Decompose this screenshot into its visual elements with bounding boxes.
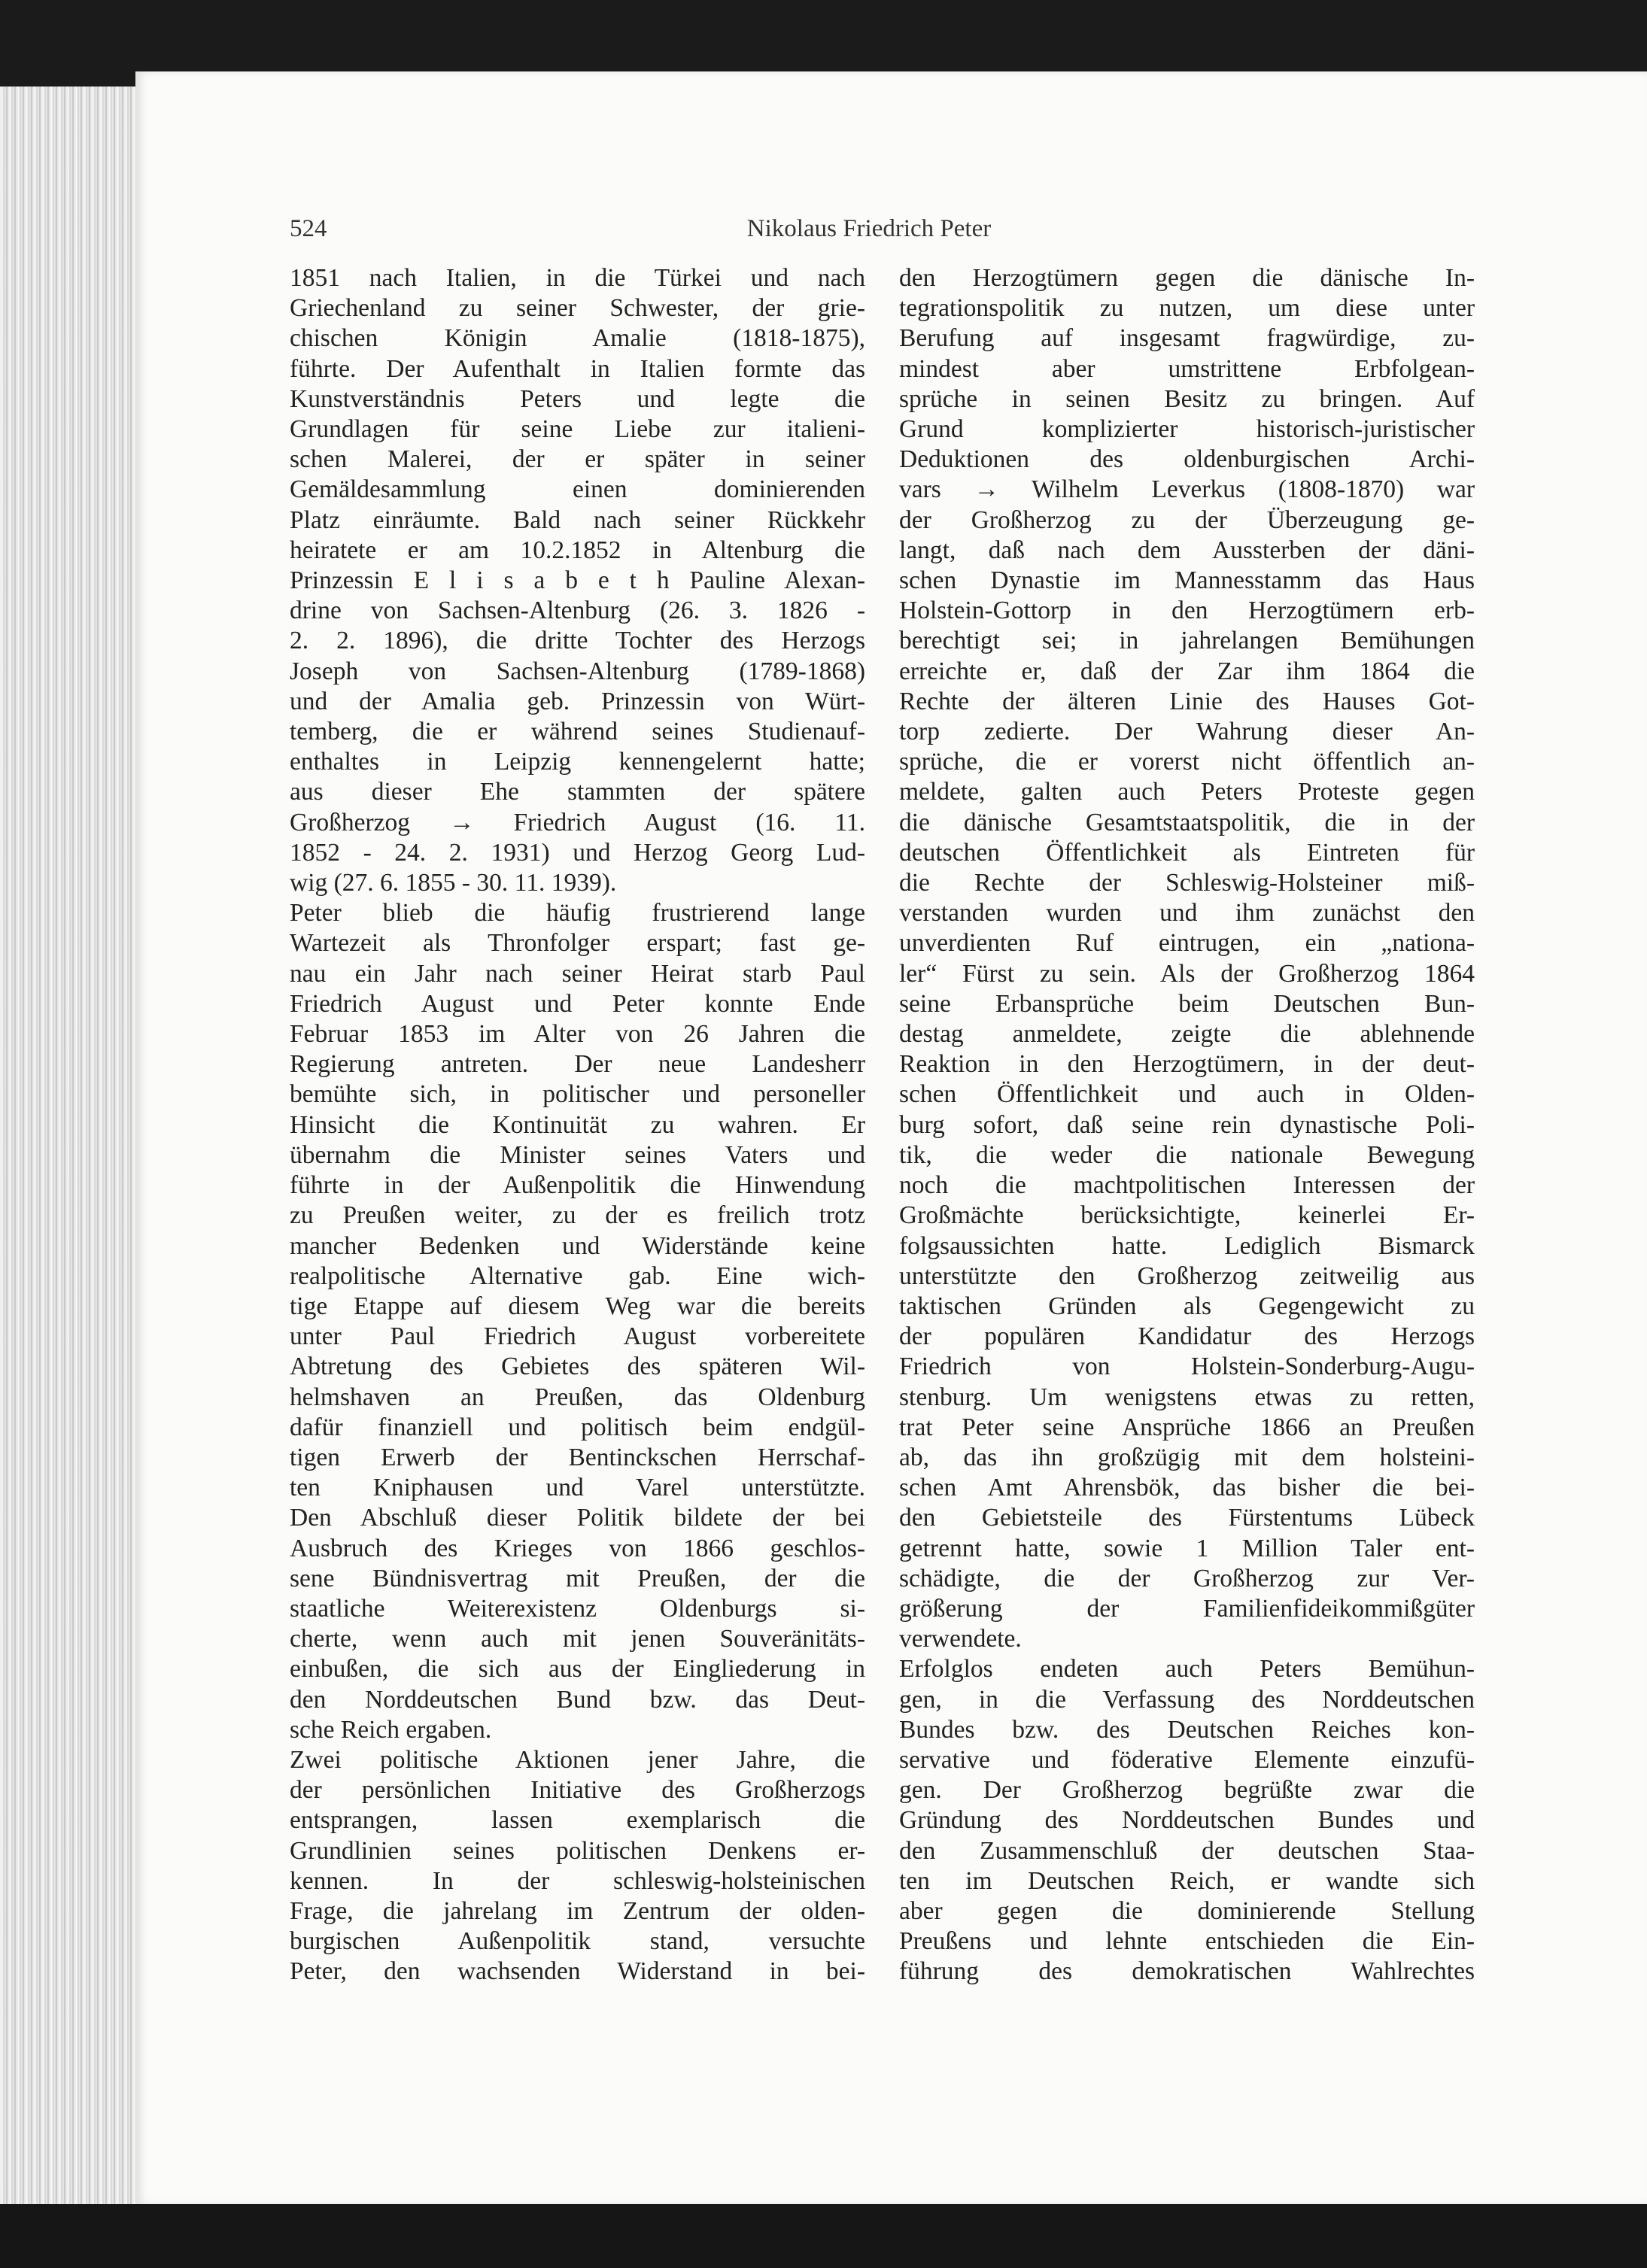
text-line: tegrationspolitik zu nutzen, um diese unter	[899, 294, 1475, 323]
text-line: tigen Erwerb der Bentinckschen Herrschaf-	[290, 1443, 865, 1471]
text-line: erreichte er, daß der Zar ihm 1864 die	[899, 657, 1475, 685]
text-line: unter Paul Friedrich August vorbereitete	[290, 1322, 865, 1351]
text-line: führung des demokratischen Wahlrechtes	[899, 1957, 1475, 1986]
text-line: den Norddeutschen Bund bzw. das Deut-	[290, 1685, 865, 1714]
text-line: der persönlichen Initiative des Großherzogs	[290, 1776, 865, 1805]
text-line: Preußens und lehnte entschieden die Ein-	[899, 1927, 1475, 1956]
text-line: wig (27. 6. 1855 - 30. 11. 1939).	[290, 869, 617, 897]
text-line: schen Öffentlichkeit und auch in Olden-	[899, 1080, 1475, 1109]
text-line: stenburg. Um wenigstens etwas zu retten,	[899, 1383, 1475, 1411]
text-line: einbußen, die sich aus der Eingliederung in	[290, 1655, 865, 1684]
text-line: führte in der Außenpolitik die Hinwendung	[290, 1171, 865, 1200]
text-line: Großherzog → Friedrich August (16. 11.	[290, 808, 865, 836]
text-line: der Großherzog zu der Überzeugung ge-	[899, 506, 1475, 534]
text-line: Rechte der älteren Linie des Hauses Got-	[899, 687, 1475, 715]
text-line: größerung der Familienfideikommißgüter	[899, 1594, 1475, 1623]
text-line: sprüche in seinen Besitz zu bringen. Auf	[899, 384, 1475, 413]
text-line: mancher Bedenken und Widerstände keine	[290, 1231, 865, 1260]
text-line: Berufung auf insgesamt fragwürdige, zu-	[899, 324, 1475, 353]
text-line: nau ein Jahr nach seiner Heirat starb Paul	[290, 959, 865, 988]
text-line: Den Abschluß dieser Politik bildete der bei	[290, 1504, 865, 1532]
text-line: Kunstverständnis Peters und legte die	[290, 384, 865, 413]
text-line: burgischen Außenpolitik stand, versuchte	[290, 1927, 865, 1956]
text-line: Wartezeit als Thronfolger erspart; fast ge-	[290, 929, 865, 958]
text-line: den Gebietsteile des Fürstentums Lübeck	[899, 1504, 1475, 1532]
text-line: seine Erbansprüche beim Deutschen Bun-	[899, 989, 1475, 1018]
text-line: aber gegen die dominierende Stellung	[899, 1896, 1475, 1925]
text-line: schen Dynastie im Mannesstamm das Haus	[899, 566, 1475, 595]
page-number: 524	[290, 215, 327, 242]
text-line: führte. Der Aufenthalt in Italien formte das	[290, 354, 865, 383]
text-line: servative und föderative Elemente einzufü-	[899, 1745, 1475, 1774]
text-line: Regierung antreten. Der neue Landesherr	[290, 1050, 865, 1079]
text-line: ten im Deutschen Reich, er wandte sich	[899, 1866, 1475, 1895]
text-line: drine von Sachsen-Altenburg (26. 3. 1826 -	[290, 597, 865, 625]
text-line: trat Peter seine Ansprüche 1866 an Preußen	[899, 1413, 1475, 1441]
text-line: Hinsicht die Kontinuität zu wahren. Er	[290, 1110, 865, 1139]
text-line: schen Amt Ahrensbök, das bisher die bei-	[899, 1474, 1475, 1502]
text-line: Ausbruch des Krieges von 1866 geschlos-	[290, 1534, 865, 1562]
right-text-column	[899, 263, 1475, 1987]
text-line: meldete, galten auch Peters Proteste gegen	[899, 778, 1475, 806]
text-line: burg sofort, daß seine rein dynastische Poli-	[899, 1110, 1475, 1139]
text-line: chischen Königin Amalie (1818-1875),	[290, 324, 865, 353]
text-line: sprüche, die er vorerst nicht öffentlich an-	[899, 748, 1475, 776]
text-line: temberg, die er während seines Studienauf-	[290, 718, 865, 746]
text-line: realpolitische Alternative gab. Eine wich-	[290, 1262, 865, 1290]
text-line: deutschen Öffentlichkeit als Eintreten für	[899, 838, 1475, 867]
text-line: entsprangen, lassen exemplarisch die	[290, 1806, 865, 1835]
text-line: und der Amalia geb. Prinzessin von Würt-	[290, 687, 865, 715]
text-line: staatliche Weiterexistenz Oldenburgs si-	[290, 1594, 865, 1623]
text-line: gen, in die Verfassung des Norddeutschen	[899, 1685, 1475, 1714]
text-line: zu Preußen weiter, zu der es freilich trotz	[290, 1201, 865, 1230]
text-line: heiratete er am 10.2.1852 in Altenburg die	[290, 536, 865, 564]
text-line: noch die machtpolitischen Interessen der	[899, 1171, 1475, 1200]
text-line: 1852 - 24. 2. 1931) und Herzog Georg Lud-	[290, 838, 865, 867]
text-line: Abtretung des Gebietes des späteren Wil-	[290, 1353, 865, 1381]
text-line: den Zusammenschluß der deutschen Staa-	[899, 1836, 1475, 1865]
text-line: schen Malerei, der er später in seiner	[290, 445, 865, 474]
text-line: bemühte sich, in politischer und personeller	[290, 1080, 865, 1109]
text-line: mindest aber umstrittene Erbfolgean-	[899, 354, 1475, 383]
text-line: vars → Wilhelm Leverkus (1808-1870) war	[899, 475, 1475, 504]
text-line: ler“ Fürst zu sein. Als der Großherzog 1864	[899, 959, 1475, 988]
text-line: Platz einräumte. Bald nach seiner Rückkehr	[290, 506, 865, 534]
text-line: aus dieser Ehe stammten der spätere	[290, 778, 865, 806]
text-line: tik, die weder die nationale Bewegung	[899, 1140, 1475, 1169]
text-line: getrennt hatte, sowie 1 Million Taler ent-	[899, 1534, 1475, 1562]
text-line: enthaltes in Leipzig kennengelernt hatte;	[290, 748, 865, 776]
text-line: Februar 1853 im Alter von 26 Jahren die	[290, 1020, 865, 1049]
text-line: dafür finanziell und politisch beim endgül-	[290, 1413, 865, 1441]
text-line: tige Etappe auf diesem Weg war die bereits	[290, 1292, 865, 1320]
text-line: schädigte, die der Großherzog zur Ver-	[899, 1564, 1475, 1592]
text-line: den Herzogtümern gegen die dänische In-	[899, 264, 1475, 292]
text-line: die dänische Gesamtstaatspolitik, die in der	[899, 808, 1475, 836]
text-line: Frage, die jahrelang im Zentrum der olden-	[290, 1896, 865, 1925]
text-line: unverdienten Ruf eintrugen, ein „nationa-	[899, 929, 1475, 958]
text-line: kennen. In der schleswig-holsteinischen	[290, 1866, 865, 1895]
text-line: Griechenland zu seiner Schwester, der grie-	[290, 294, 865, 323]
text-line: ten Kniphausen und Varel unterstützte.	[290, 1474, 865, 1502]
text-line: übernahm die Minister seines Vaters und	[290, 1140, 865, 1169]
text-line: Friedrich August und Peter konnte Ende	[290, 989, 865, 1018]
text-line: Prinzessin E l i s a b e t h Pauline Alexan-	[290, 566, 865, 595]
left-text-column	[290, 263, 865, 1987]
text-line: Grundlagen für seine Liebe zur italieni-	[290, 415, 865, 444]
text-line: torp zedierte. Der Wahrung dieser An-	[899, 718, 1475, 746]
text-line: verwendete.	[899, 1625, 1022, 1653]
text-line: Peter, den wachsenden Widerstand in bei-	[290, 1957, 865, 1986]
text-line: berechtigt sei; in jahrelangen Bemühungen	[899, 627, 1475, 655]
scan-background-bottom	[0, 2204, 1647, 2268]
text-line: Joseph von Sachsen-Altenburg (1789-1868)	[290, 657, 865, 685]
text-line: langt, daß nach dem Aussterben der däni-	[899, 536, 1475, 564]
text-line: cherte, wenn auch mit jenen Souveränitäts-	[290, 1625, 865, 1653]
book-page-edges	[0, 87, 135, 2204]
text-line: Deduktionen des oldenburgischen Archi-	[899, 445, 1475, 474]
text-line: Friedrich von Holstein-Sonderburg-Augu-	[899, 1353, 1475, 1381]
text-line: folgsaussichten hatte. Lediglich Bismarck	[899, 1231, 1475, 1260]
text-line: die Rechte der Schleswig-Holsteiner miß-	[899, 869, 1475, 897]
text-line: unterstützte den Großherzog zeitweilig aus	[899, 1262, 1475, 1290]
text-line: destag anmeldete, zeigte die ablehnende	[899, 1020, 1475, 1049]
text-line: Grundlinien seines politischen Denkens er-	[290, 1836, 865, 1865]
text-line: Bundes bzw. des Deutschen Reiches kon-	[899, 1715, 1475, 1744]
running-title: Nikolaus Friedrich Peter	[746, 215, 992, 242]
text-line: verstanden wurden und ihm zunächst den	[899, 899, 1475, 928]
text-line: Reaktion in den Herzogtümern, in der deut-	[899, 1050, 1475, 1079]
text-line: gen. Der Großherzog begrüßte zwar die	[899, 1776, 1475, 1805]
text-line: 2. 2. 1896), die dritte Tochter des Herzogs	[290, 627, 865, 655]
text-line: sene Bündnisvertrag mit Preußen, der die	[290, 1564, 865, 1592]
text-line: 1851 nach Italien, in die Türkei und nach	[290, 264, 865, 292]
text-line: sche Reich ergaben.	[290, 1715, 492, 1744]
text-line: Peter blieb die häufig frustrierend lange	[290, 899, 865, 928]
text-line: Holstein-Gottorp in den Herzogtümern erb-	[899, 597, 1475, 625]
text-line: Erfolglos endeten auch Peters Bemühun-	[899, 1655, 1475, 1684]
text-line: der populären Kandidatur des Herzogs	[899, 1322, 1475, 1351]
text-line: ab, das ihn großzügig mit dem holsteini-	[899, 1443, 1475, 1471]
text-line: helmshaven an Preußen, das Oldenburg	[290, 1383, 865, 1411]
text-line: Gemäldesammlung einen dominierenden	[290, 475, 865, 504]
text-line: Gründung des Norddeutschen Bundes und	[899, 1806, 1475, 1835]
text-line: Großmächte berücksichtigte, keinerlei Er-	[899, 1201, 1475, 1230]
text-line: taktischen Gründen als Gegengewicht zu	[899, 1292, 1475, 1320]
text-line: Grund komplizierter historisch-juristischer	[899, 415, 1475, 444]
text-line: Zwei politische Aktionen jener Jahre, die	[290, 1745, 865, 1774]
